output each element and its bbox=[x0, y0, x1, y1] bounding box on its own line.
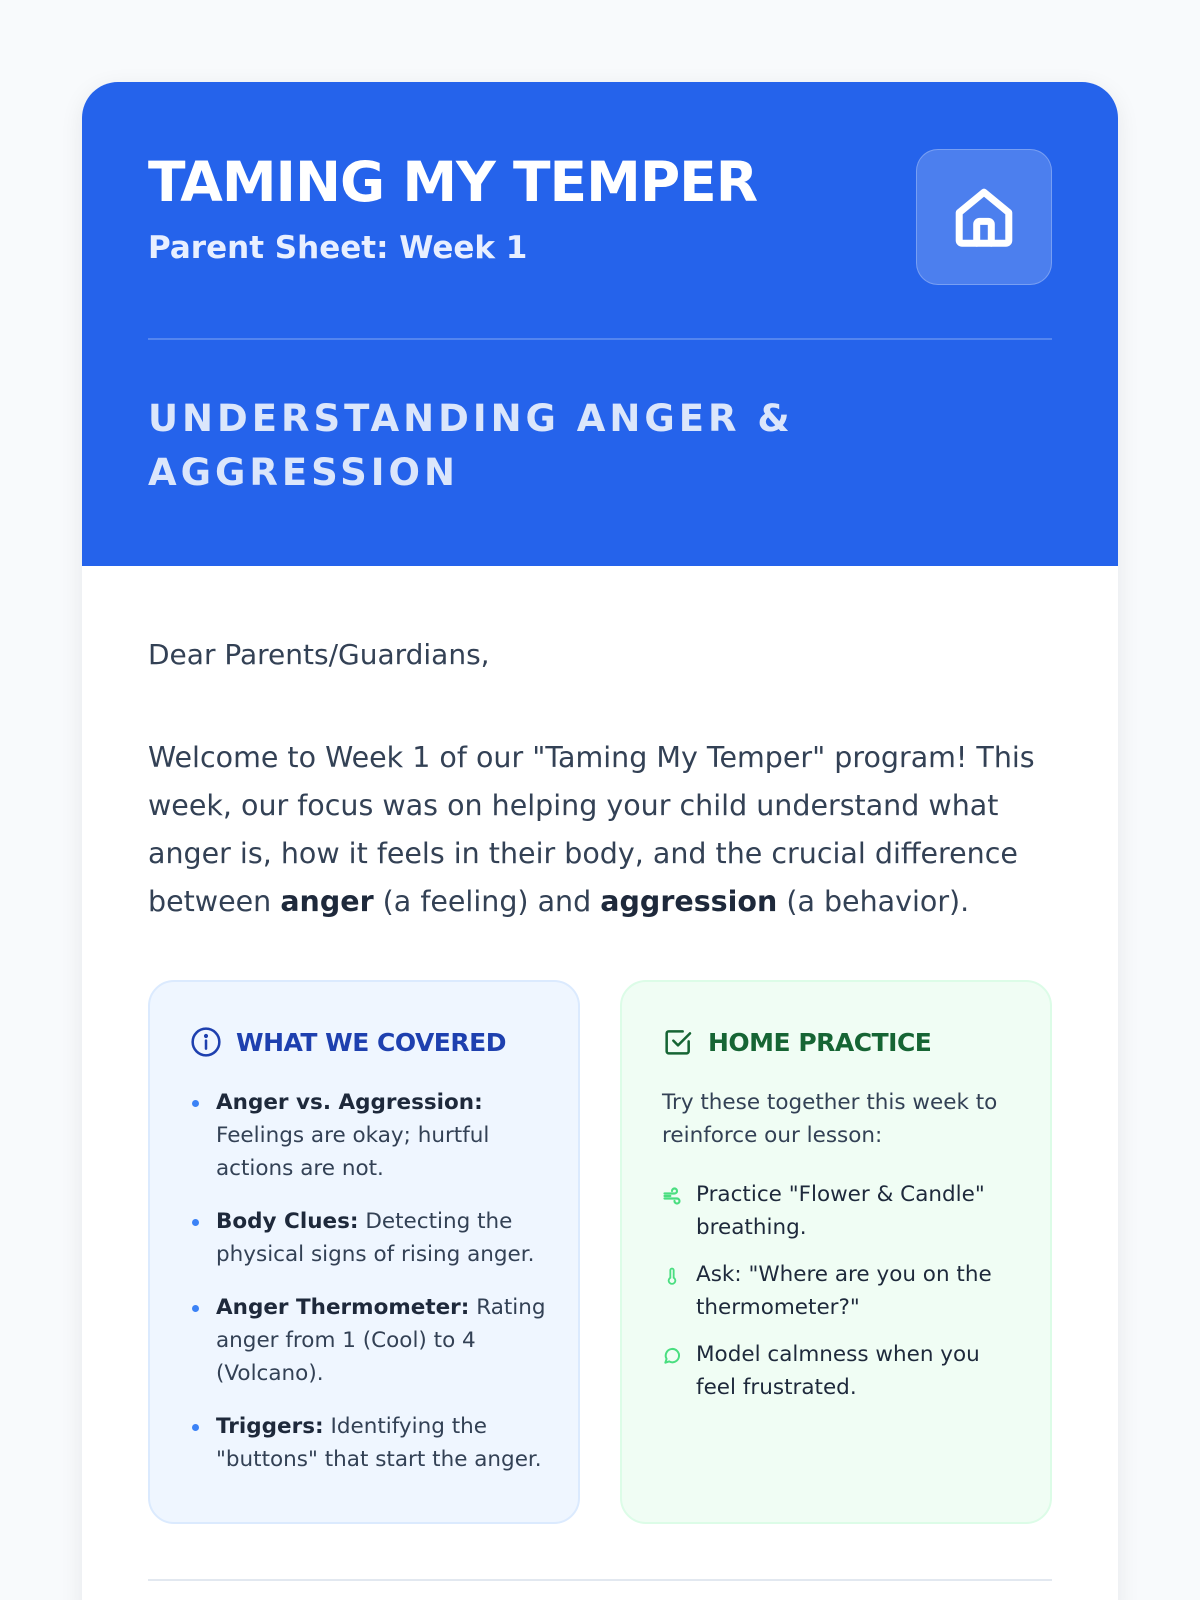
practice-intro: Try these together this week to reinforce our lesson: bbox=[662, 1090, 998, 1148]
home-button[interactable] bbox=[916, 149, 1052, 285]
list-item: Body Clues: Detecting the physical signs of rising anger. bbox=[190, 1205, 550, 1271]
list-item: Anger Thermometer: Rating anger from 1 (Cool) to 4 (Volcano). bbox=[190, 1291, 550, 1390]
practice-list bbox=[662, 1178, 1022, 1418]
covered-heading-label: WHAT WE COVERED bbox=[236, 1027, 506, 1057]
list-item: Anger vs. Aggression: Feelings are okay; hurtful actions are not. bbox=[190, 1086, 550, 1185]
list-item: Practice "Flower & Candle" breathing. bbox=[662, 1178, 1022, 1244]
practice-heading-label: HOME PRACTICE bbox=[708, 1027, 932, 1057]
letter-intro: Welcome to Week 1 of our "Taming My Temper" program! This week, our focus was on helping your child understand what anger is, how it feels in their body, and the crucial difference between anger (a feeling) and aggression (a behavior). bbox=[148, 741, 1035, 918]
anger-term: anger bbox=[280, 885, 374, 918]
home-icon bbox=[949, 182, 1019, 252]
letter-greeting: Dear Parents/Guardians, bbox=[148, 638, 490, 671]
list-item: Ask: "Where are you on the thermometer?" bbox=[662, 1258, 1022, 1324]
wind-icon bbox=[662, 1186, 682, 1206]
header-divider bbox=[148, 338, 1052, 340]
info-icon bbox=[190, 1026, 222, 1058]
checkbox-icon bbox=[662, 1026, 694, 1058]
page-title: TAMING MY TEMPER bbox=[148, 150, 758, 214]
list-item: Triggers: Identifying the "buttons" that start the anger. bbox=[190, 1410, 550, 1476]
aggression-term: aggression bbox=[600, 885, 778, 918]
covered-heading bbox=[190, 1026, 506, 1058]
chat-bubble-icon bbox=[662, 1346, 682, 1366]
section-title: UNDERSTANDING ANGER & AGGRESSION bbox=[148, 397, 794, 494]
practice-heading bbox=[662, 1026, 931, 1058]
home-practice-panel bbox=[620, 980, 1052, 1524]
what-we-covered-panel bbox=[148, 980, 580, 1524]
covered-list bbox=[190, 1086, 550, 1496]
list-item: Model calmness when you feel frustrated. bbox=[662, 1338, 1022, 1404]
thermometer-icon bbox=[662, 1266, 682, 1286]
parent-sheet-card bbox=[82, 82, 1118, 1600]
header-banner bbox=[82, 82, 1118, 566]
section-divider bbox=[148, 1579, 1052, 1581]
page-subtitle: Parent Sheet: Week 1 bbox=[148, 230, 528, 266]
